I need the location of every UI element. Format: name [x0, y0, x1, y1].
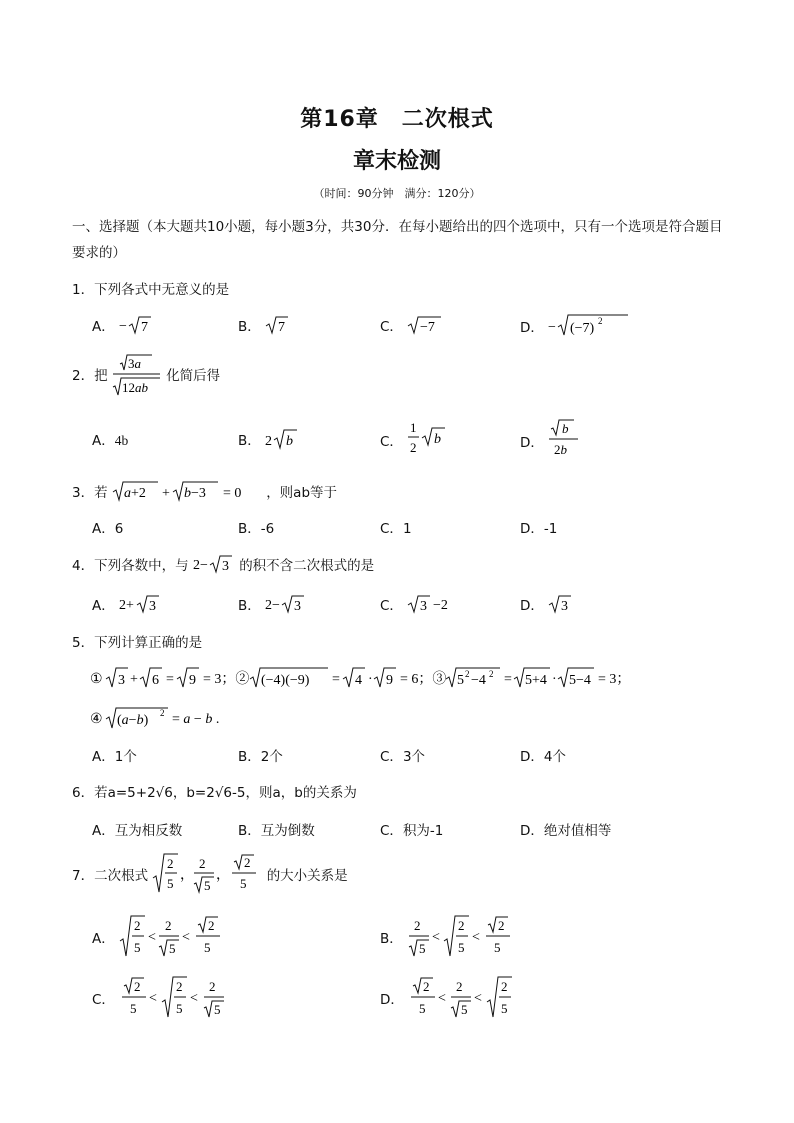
svg-text:2: 2 — [423, 979, 430, 994]
chapter-title: 第16章 二次根式 — [300, 107, 494, 132]
svg-text:(−7): (−7) — [570, 321, 595, 336]
q2-option-d[interactable]: D． b 2b — [520, 418, 582, 460]
question-4-stem: 4．下列各数中，与 2− 3 的积不含二次根式的是 — [72, 553, 374, 575]
q1-d-math — [548, 312, 638, 338]
svg-text:2−: 2− — [192, 558, 208, 573]
svg-text:5: 5 — [461, 1002, 468, 1017]
svg-text:5: 5 — [458, 940, 465, 955]
q7-d-math — [408, 975, 518, 1021]
q4-b-math — [265, 593, 309, 615]
q4-option-b[interactable]: B． 2− 3 — [238, 593, 309, 615]
svg-text:2: 2 — [414, 918, 421, 933]
svg-text:= a − b .: = a − b . — [172, 712, 220, 727]
q5-option-a[interactable]: A．1个 — [92, 749, 137, 765]
q3-option-a[interactable]: A．6 — [92, 521, 124, 537]
svg-text:①: ① — [90, 672, 103, 687]
svg-text:+: + — [130, 672, 138, 687]
svg-text:<: < — [474, 991, 483, 1006]
q1-option-b[interactable]: B． 7 — [238, 314, 305, 336]
svg-text:3a: 3a — [127, 356, 141, 371]
q3-option-d[interactable]: D．-1 — [520, 521, 558, 537]
q7-option-b[interactable]: B． 2 5 < 2 5 < 2 5 — [380, 914, 517, 960]
svg-text:2: 2 — [265, 434, 273, 449]
q6-option-b[interactable]: B．互为倒数 — [238, 823, 315, 839]
svg-text:2: 2 — [199, 856, 206, 871]
svg-text:−4: −4 — [471, 673, 486, 688]
svg-text:2: 2 — [465, 669, 470, 679]
svg-text:<: < — [432, 930, 440, 945]
svg-text:2: 2 — [456, 979, 463, 994]
svg-text:<: < — [472, 930, 480, 945]
svg-text:=: = — [332, 672, 340, 687]
svg-text:−2: −2 — [433, 598, 449, 613]
q6-option-d[interactable]: D．绝对值相等 — [520, 823, 612, 839]
svg-text:5: 5 — [134, 940, 141, 955]
svg-text:6: 6 — [152, 673, 159, 688]
q5-statement-math-2 — [90, 704, 270, 732]
svg-text:= 3；: = 3； — [598, 672, 631, 687]
svg-text:5: 5 — [169, 941, 176, 956]
svg-text:2: 2 — [598, 316, 603, 326]
svg-text:5: 5 — [130, 1001, 137, 1016]
svg-text:2: 2 — [208, 918, 215, 933]
question-5-stem: 5．下列计算正确的是 — [72, 635, 203, 651]
svg-text:·: · — [368, 672, 373, 687]
svg-text:5: 5 — [176, 1001, 183, 1016]
q2-d-math — [548, 418, 582, 460]
svg-text:(−4)(−9): (−4)(−9) — [261, 673, 310, 688]
q1-option-d[interactable]: D． − (−7) 2 — [520, 312, 638, 338]
svg-text:5: 5 — [214, 1002, 221, 1017]
q7-c-math — [119, 975, 229, 1021]
q5-statement-math-1 — [90, 664, 650, 692]
svg-text:5: 5 — [501, 1001, 508, 1016]
svg-text:2: 2 — [501, 979, 508, 994]
svg-text:2: 2 — [209, 979, 216, 994]
svg-text:−: − — [119, 319, 127, 334]
question-2-stem: 2．把 3a 12ab 化简后得 — [72, 352, 220, 398]
q3-equation — [112, 479, 262, 503]
svg-text:=: = — [166, 672, 174, 687]
question-6-stem: 6．若a=5+2√6，b=2√6-5，则a，b的关系为 — [72, 785, 357, 801]
svg-text:12ab: 12ab — [121, 380, 148, 395]
svg-text:= 0: = 0 — [222, 486, 242, 501]
svg-text:5−4: 5−4 — [569, 673, 591, 688]
svg-text:2: 2 — [458, 918, 465, 933]
svg-text:<: < — [148, 930, 156, 945]
q7-a-math — [119, 914, 229, 960]
svg-text:7: 7 — [141, 320, 149, 335]
svg-text:5: 5 — [457, 673, 464, 688]
svg-text:5: 5 — [494, 940, 501, 955]
q3-option-c[interactable]: C．1 — [380, 521, 412, 537]
svg-text:<: < — [190, 991, 199, 1006]
svg-text:5: 5 — [204, 940, 211, 955]
svg-text:2: 2 — [165, 918, 172, 933]
svg-text:−: − — [548, 320, 557, 335]
q5-statements-line1 — [90, 664, 650, 696]
svg-text:3: 3 — [149, 599, 157, 614]
svg-text:<: < — [149, 991, 158, 1006]
q7-expressions — [152, 852, 262, 896]
svg-text:+: + — [161, 486, 170, 501]
question-3-stem: 3．若 a+2 + b−3 = 0 ，则ab等于 — [72, 479, 337, 503]
svg-text:5: 5 — [419, 1001, 426, 1016]
svg-text:(a−b): (a−b) — [117, 713, 149, 728]
svg-text:=: = — [504, 672, 512, 687]
q2-option-c[interactable]: C． 1 2 b — [380, 418, 447, 458]
q2-b-math — [265, 427, 305, 451]
svg-text:2: 2 — [498, 918, 505, 933]
q2-c-math — [407, 418, 447, 458]
svg-text:4: 4 — [355, 673, 362, 688]
svg-text:3: 3 — [561, 599, 569, 614]
q3-option-b[interactable]: B．-6 — [238, 521, 275, 537]
svg-text:2: 2 — [160, 708, 165, 718]
svg-text:5+4: 5+4 — [525, 673, 547, 688]
svg-text:b−3: b−3 — [183, 486, 206, 501]
q5-statements-line2 — [90, 704, 270, 736]
q1-c-math — [407, 314, 453, 336]
svg-text:④: ④ — [90, 712, 103, 727]
svg-text:2b: 2b — [554, 442, 568, 457]
svg-text:1: 1 — [410, 420, 417, 435]
svg-text:5: 5 — [167, 876, 174, 891]
q4-option-d[interactable]: D． 3 — [520, 593, 576, 615]
q5-option-c[interactable]: C．3个 — [380, 749, 426, 765]
q6-option-a[interactable]: A．互为相反数 — [92, 823, 183, 839]
question-7-stem: 7．二次根式 2 5 ， 2 5 ， 2 5 的大小关系是 — [72, 852, 348, 896]
svg-text:9: 9 — [386, 673, 393, 688]
svg-text:−7: −7 — [420, 320, 436, 335]
svg-text:2+: 2+ — [119, 598, 134, 613]
svg-text:3: 3 — [221, 559, 229, 574]
q6-option-c[interactable]: C．积为-1 — [380, 823, 444, 839]
svg-text:3: 3 — [420, 599, 428, 614]
q4-c-math — [407, 593, 453, 615]
svg-text:2: 2 — [134, 979, 141, 994]
svg-text:5: 5 — [419, 941, 426, 956]
svg-text:5: 5 — [240, 876, 247, 891]
q4-d-math — [548, 593, 576, 615]
svg-text:7: 7 — [278, 320, 286, 335]
question-1-stem: 1．下列各式中无意义的是 — [72, 282, 230, 298]
svg-text:= 6；③: = 6；③ — [400, 672, 447, 687]
q4-option-c[interactable]: C． 3 −2 — [380, 593, 453, 615]
svg-text:2: 2 — [167, 856, 174, 871]
svg-text:b: b — [286, 434, 294, 449]
q1-b-math — [265, 314, 305, 336]
q2-option-b[interactable]: B． 2 b — [238, 427, 305, 451]
svg-text:2: 2 — [489, 669, 494, 679]
svg-text:2: 2 — [410, 440, 417, 455]
svg-text:2: 2 — [134, 918, 141, 933]
q2-fraction — [112, 352, 162, 398]
svg-text:，: ， — [216, 868, 231, 883]
svg-text:3: 3 — [118, 673, 125, 688]
exam-meta: （时间：90分钟 满分：120分） — [313, 187, 481, 200]
svg-text:·: · — [552, 672, 557, 687]
q5-option-d[interactable]: D．4个 — [520, 749, 566, 765]
q4-a-math — [119, 593, 163, 615]
q1-option-a[interactable]: A． − 7 — [92, 314, 169, 336]
svg-text:<: < — [182, 930, 190, 945]
q4-option-a[interactable]: A． 2+ 3 — [92, 593, 163, 615]
svg-text:b: b — [434, 432, 442, 447]
q4-expr — [193, 553, 235, 575]
q2-option-a[interactable]: A．4b — [92, 433, 129, 449]
q5-option-b[interactable]: B．2个 — [238, 749, 283, 765]
q7-b-math — [407, 914, 517, 960]
svg-text:，: ， — [180, 868, 195, 883]
q7-option-a[interactable]: A． 2 5 < 2 5 < 2 5 — [92, 914, 229, 960]
q7-option-d[interactable]: D． 2 5 < 2 5 < 2 5 — [380, 975, 518, 1021]
svg-text:2: 2 — [244, 855, 251, 870]
svg-text:= 3；②: = 3；② — [203, 672, 250, 687]
svg-text:<: < — [438, 991, 447, 1006]
q1-option-c[interactable]: C． −7 — [380, 314, 453, 336]
section-heading: 一、选择题（本大题共10小题，每小题3分，共30分．在每小题给出的四个选项中，只有一个选项是符合题目要求的） — [72, 219, 723, 261]
svg-text:a+2: a+2 — [123, 486, 146, 501]
svg-text:9: 9 — [189, 673, 196, 688]
q7-option-c[interactable]: C． 2 5 < 2 5 < 2 5 — [92, 975, 229, 1021]
svg-text:b: b — [562, 421, 569, 436]
svg-text:3: 3 — [294, 599, 302, 614]
q1-a-math — [119, 314, 169, 336]
svg-text:5: 5 — [204, 878, 211, 893]
svg-text:2: 2 — [176, 979, 183, 994]
page-subtitle: 章末检测 — [352, 149, 441, 174]
svg-text:2−: 2− — [265, 598, 280, 613]
